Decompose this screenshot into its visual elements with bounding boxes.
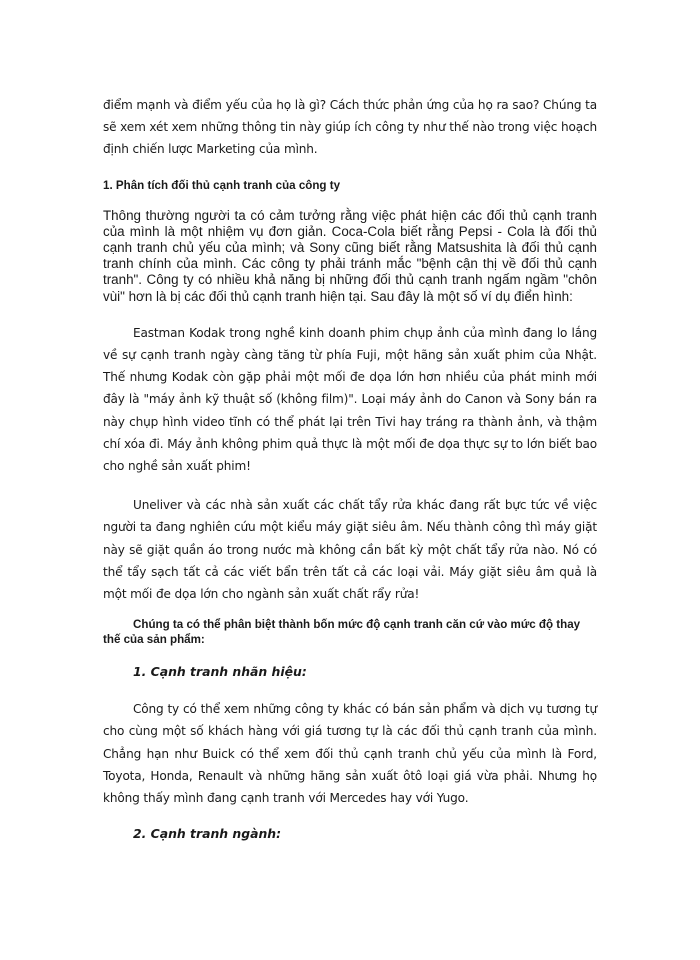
subsection-brand-competition-paragraph: Công ty có thể xem những công ty khác có bán sản phẩm và dịch vụ tương tự cho cùng một số khách hàng với giá tương tự là các đối thủ cạnh tranh của mình. Chẳng hạn như Buick có thể xem đối thủ cạnh tranh chủ yếu của mình là Ford, Toyota, Honda, Renault và những hãng sản xuất ôtô loại giá vừa phải. Nhưng họ không thấy mình đang cạnh tranh với Mercedes hay với Yugo. — [103, 702, 597, 806]
example-kodak-paragraph: Eastman Kodak trong nghề kinh doanh phim chụp ảnh của mình đang lo lắng về sự cạnh tranh ngày càng tăng từ phía Fuji, một hãng sản xuất phim của Nhật. Thế nhưng Kodak còn gặp phải một mối đe dọa lớn hơn nhiều của phát minh mới đây là "máy ảnh kỹ thuật số (không film)". Loại máy ảnh do Canon và Sony bán ra này chụp hình video tĩnh có thể phát lại trên Tivi hay tráng ra thành ảnh, và thậm chí xóa đi. Máy ảnh không phim quả thực là một mối đe dọa thực sự to lớn biết bao cho nghề sản xuất phim! — [103, 325, 597, 474]
example-uneliver-paragraph: Uneliver và các nhà sản xuất các chất tẩy rửa khác đang rất bực tức về việc người ta đang nghiên cứu một kiểu máy giặt siêu âm. Nếu thành công thì máy giặt này sẽ giặt quần áo trong nước mà không cần bất kỳ một chất tẩy rửa nào. Nó có thể tẩy sạch tất cả các viết bẩn trên tất cả các loại vải. Máy giặt siêu âm quả là một mối đe dọa lớn cho ngành sản xuất chất rẩy rửa! — [103, 498, 597, 602]
subsection-brand-competition-heading: 1. Cạnh tranh nhãn hiệu: — [133, 664, 307, 680]
document-page — [103, 94, 597, 843]
section-paragraph: Thông thường người ta có cảm tưởng rằng việc phát hiện các đối thủ cạnh tranh của mình là một nhiệm vụ đơn giản. Coca-Cola biết rằng Pepsi - Cola là đối thủ cạnh tranh chủ yếu của mình; và Sony cũng biết rằng Matsushita là đối thủ cạnh tranh chính của mình. Các công ty phải tránh mắc "bệnh cận thị về đối thủ cạnh tranh". Công ty có nhiều khả năng bị những đối thủ cạnh tranh ngấm ngầm "chôn vùi" hơn là bị các đối thủ cạnh tranh hiện tại. Sau đây là một số ví dụ điển hình: — [103, 207, 597, 304]
intro-paragraph: điểm mạnh và điểm yếu của họ là gì? Cách thức phản ứng của họ ra sao? Chúng ta sẽ xem xét xem những thông tin này giúp ích công ty như thế nào trong việc hoạch định chiến lược Marketing của mình. — [103, 98, 597, 157]
subsection-industry-competition-heading: 2. Cạnh tranh ngành: — [133, 826, 282, 842]
section-heading: 1. Phân tích đối thủ cạnh tranh của công ty — [103, 178, 341, 192]
competition-levels-intro: Chúng ta có thể phân biệt thành bốn mức độ cạnh tranh căn cứ vào mức độ thay thế của sản phẩm: — [103, 618, 581, 647]
